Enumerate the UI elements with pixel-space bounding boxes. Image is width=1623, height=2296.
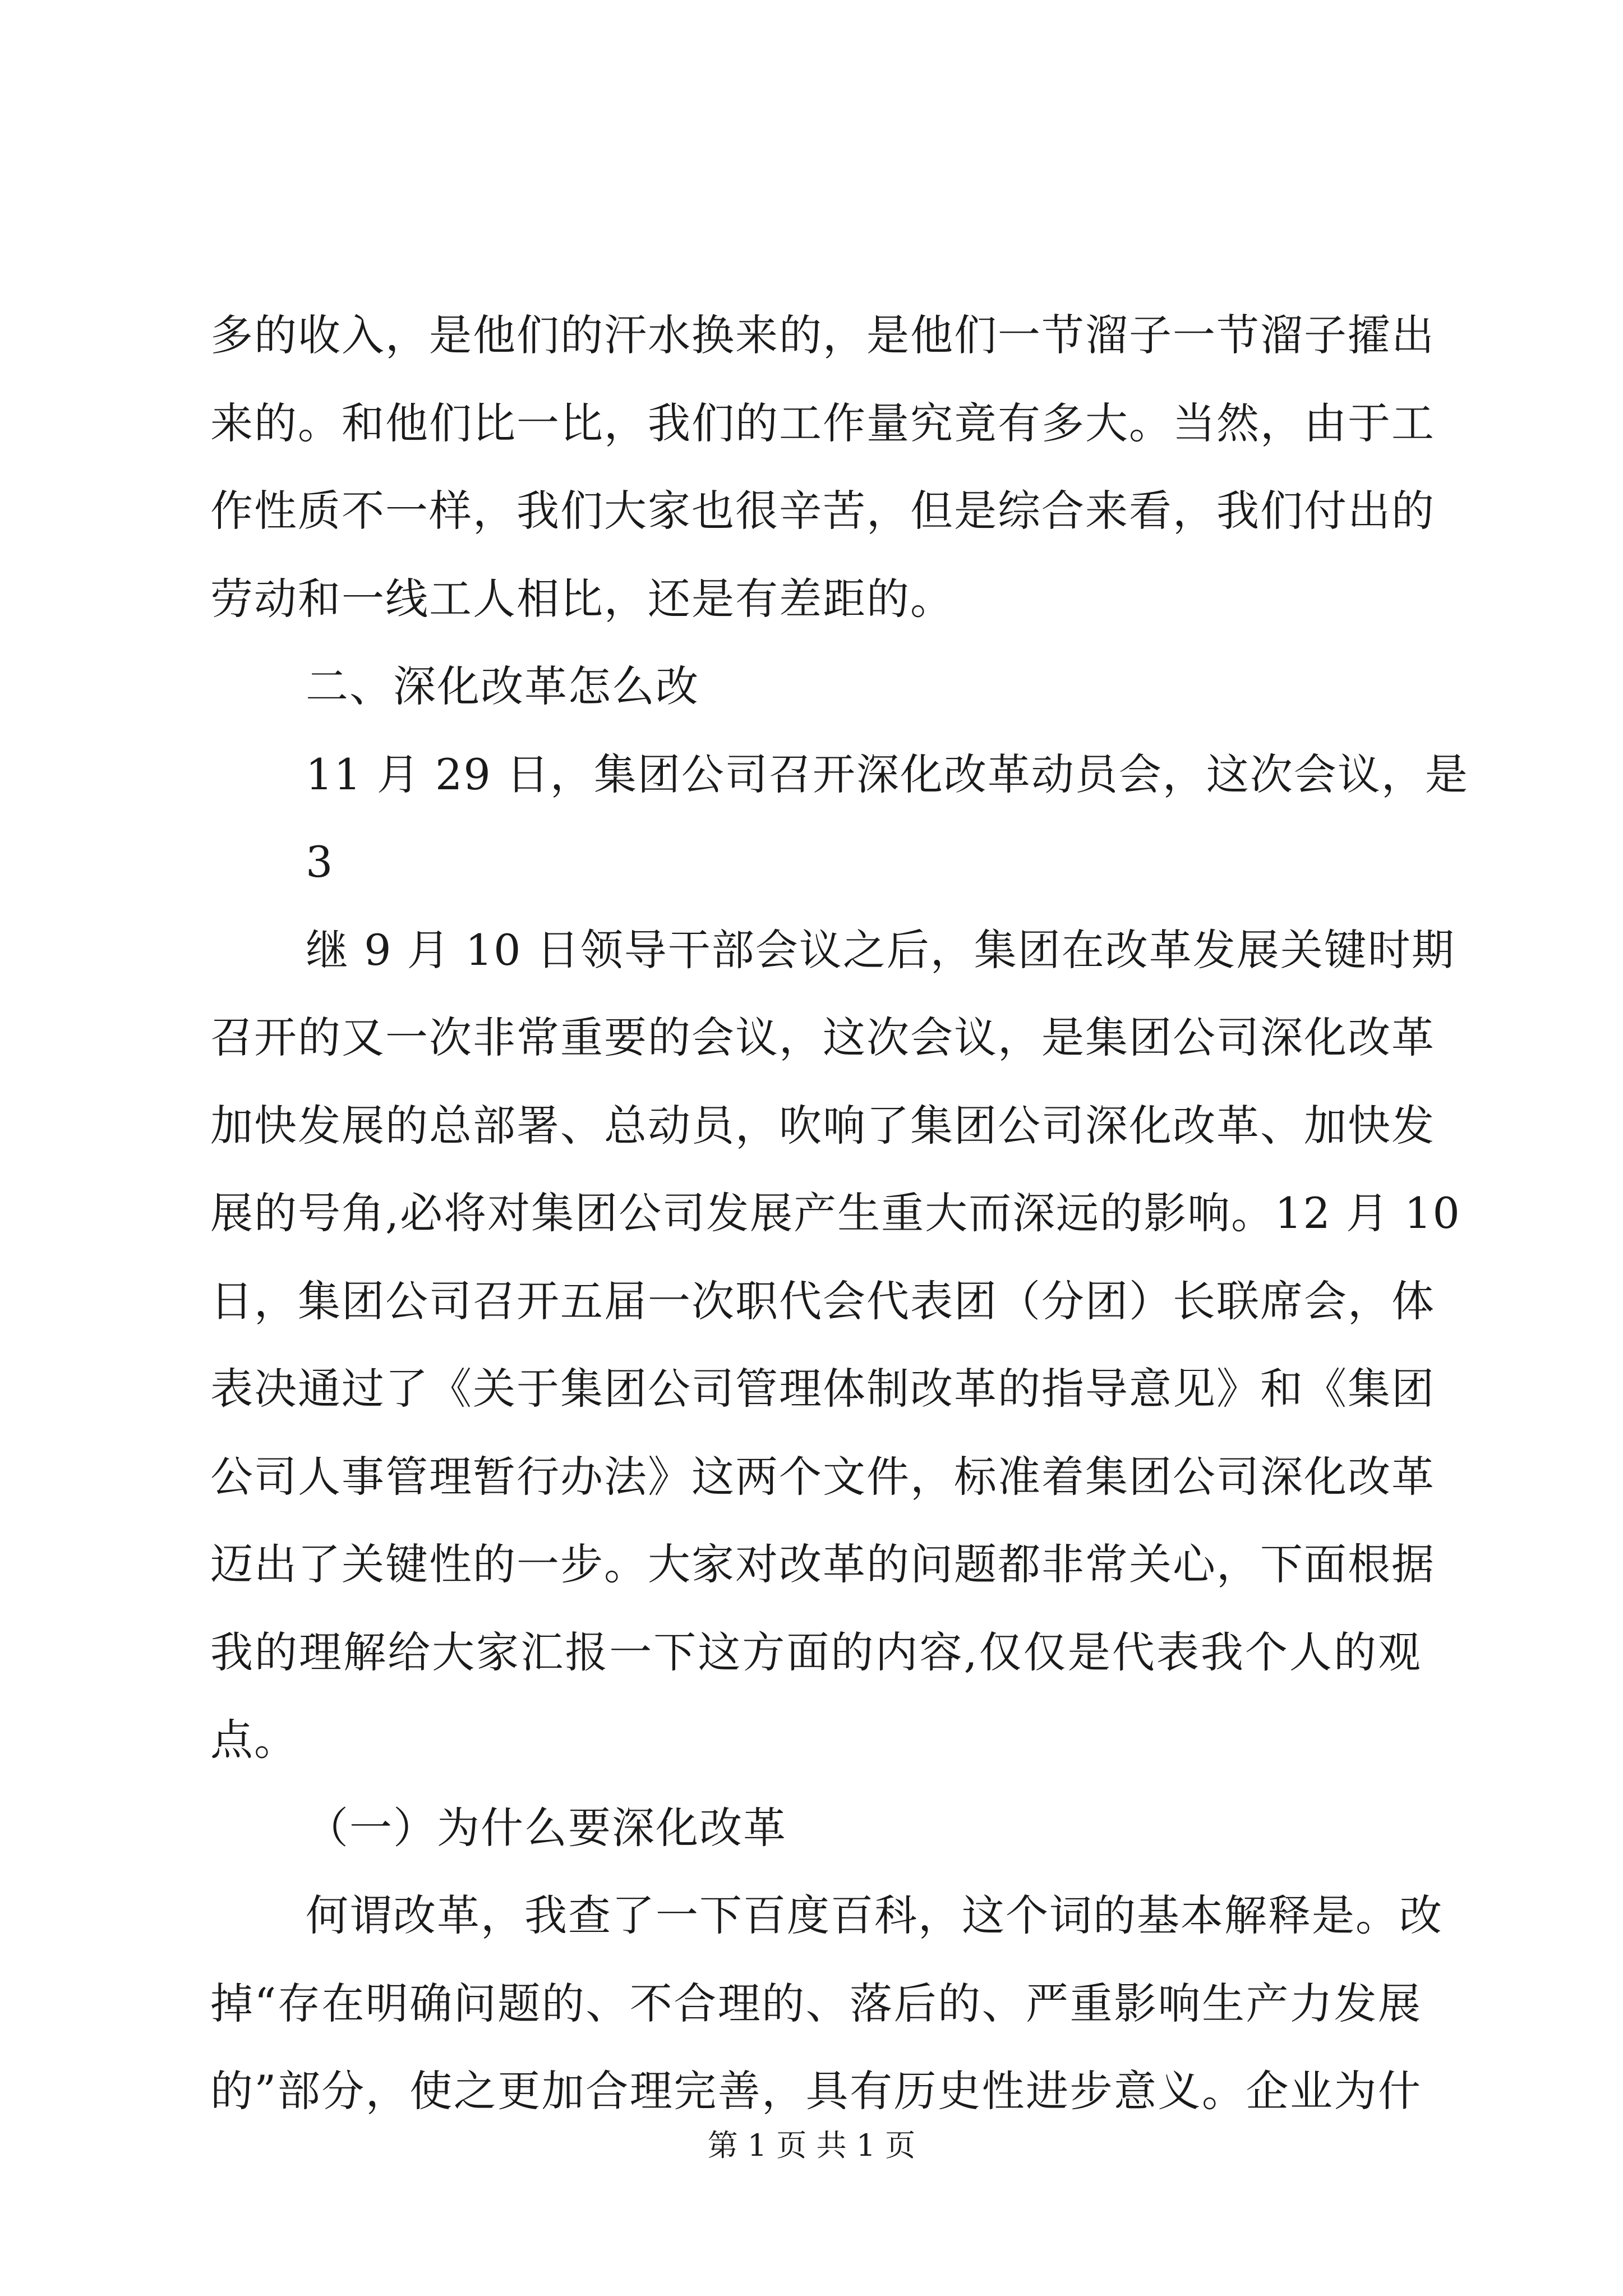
text-line: 继 9 月 10 日领导干部会议之后，集团在改革发展关键时期 [306,924,1455,975]
text-line: 的”部分，使之更加合理完善，具有历史性进步意义。企业为什 [210,2066,1422,2116]
text-line: 我的理解给大家汇报一下这方面的内容,仅仅是代表我个人的观 [210,1627,1422,1677]
text-line: 表决通过了《关于集团公司管理体制改革的指导意见》和《集团 [210,1364,1435,1414]
text-line: 日，集团公司召开五届一次职代会代表团（分团）长联席会，体 [210,1276,1435,1326]
text-line: 劳动和一线工人相比，还是有差距的。 [210,573,954,624]
text-line: 展的号角,必将对集团公司发展产生重大而深远的影响。12 月 10 [210,1188,1461,1238]
text-line: 11 月 29 日，集团公司召开深化改革动员会，这次会议，是 [306,749,1469,799]
text-line: 来的。和他们比一比，我们的工作量究竟有多大。当然，由于工 [210,398,1435,448]
text-line: 何谓改革，我查了一下百度百科，这个词的基本解释是。改 [306,1890,1443,1940]
document-body [210,292,1469,2136]
text-line: 公司人事管理暂行办法》这两个文件，标准着集团公司深化改革 [210,1451,1435,1502]
page-footer: 第 1 页 共 1 页 [707,2128,916,2163]
text-line: 迈出了关键性的一步。大家对改革的问题都非常关心，下面根据 [210,1539,1435,1589]
text-line: 召开的又一次非常重要的会议，这次会议，是集团公司深化改革 [210,1013,1435,1062]
text-line: 掉“存在明确问题的、不合理的、落后的、严重影响生产力发展 [210,1978,1422,2028]
section-heading: 二、深化改革怎么改 [306,661,699,711]
text-line: 作性质不一样，我们大家也很辛苦，但是综合来看，我们付出的 [210,486,1435,536]
text-line: 加快发展的总部署、总动员，吹响了集团公司深化改革、加快发 [210,1100,1435,1151]
subsection-heading: （一）为什么要深化改革 [306,1802,787,1853]
text-line: 点。 [210,1715,298,1765]
text-line: 多的收入，是他们的汗水换来的，是他们一节溜子一节溜子攉出 [210,310,1435,360]
stray-number: 3 [306,837,334,887]
